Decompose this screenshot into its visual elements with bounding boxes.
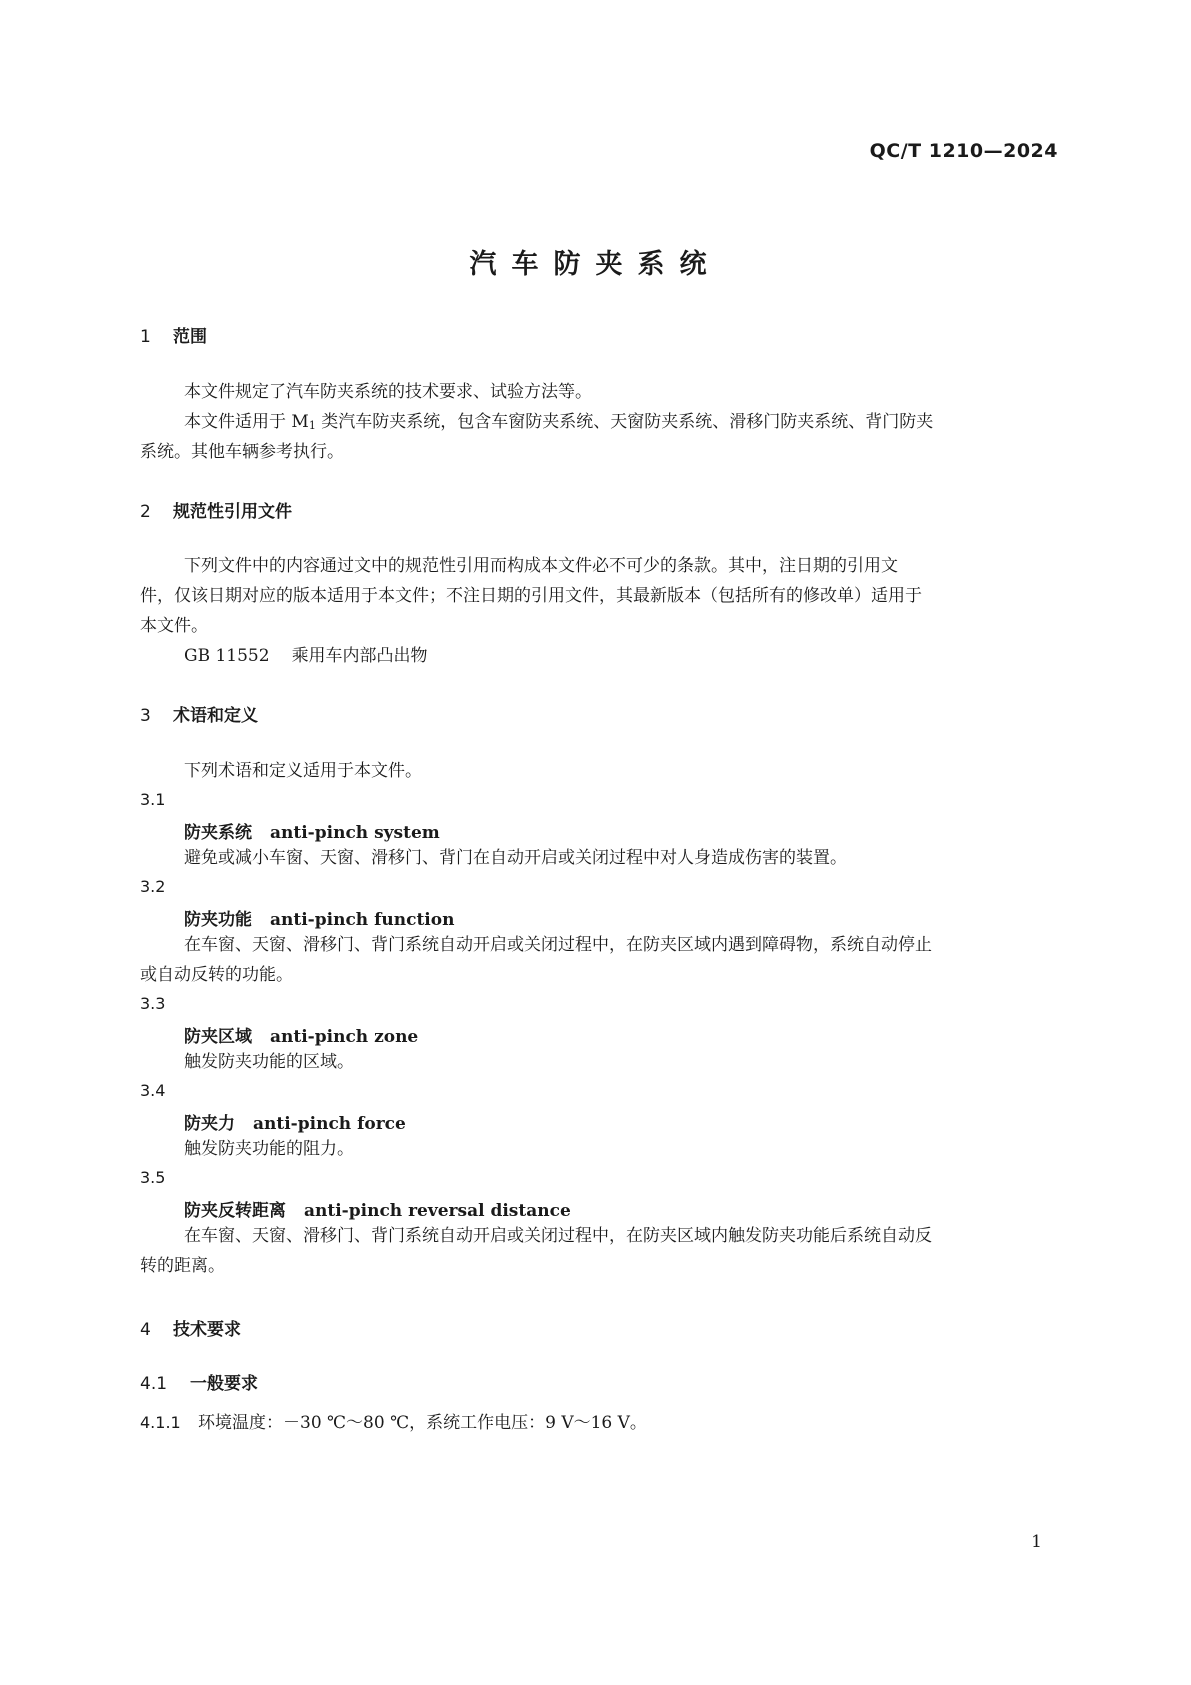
term-number: 3.3: [140, 994, 166, 1013]
reference-code: GB 11552: [184, 646, 270, 666]
term-number: 3.1: [140, 790, 166, 809]
term-name: [184, 905, 454, 930]
text: 本文件适用于 M: [184, 412, 309, 432]
section-number: 3: [140, 706, 151, 726]
term-zh: 防夹功能: [184, 910, 252, 930]
paragraph: 下列术语和定义适用于本文件。: [184, 761, 422, 781]
term-en: anti-pinch force: [253, 1114, 406, 1134]
term-number: 3.2: [140, 877, 166, 896]
paragraph: 本文件规定了汽车防夹系统的技术要求、试验方法等。: [184, 382, 592, 402]
section-number: 2: [140, 502, 151, 522]
term-definition: 在车窗、天窗、滑移门、背门系统自动开启或关闭过程中，在防夹区域内遇到障碍物，系统自动停止: [184, 935, 932, 955]
section-2-heading: [140, 497, 292, 522]
term-zh: 防夹力: [184, 1114, 235, 1134]
section-1-heading: [140, 322, 207, 347]
paragraph-continuation: 件，仅该日期对应的版本适用于本文件；不注日期的引用文件，其最新版本（包括所有的修改单）适用于: [140, 586, 922, 606]
term-en: anti-pinch system: [270, 823, 440, 843]
section-title: 技术要求: [173, 1320, 241, 1340]
term-en: anti-pinch reversal distance: [304, 1201, 571, 1221]
section-4-heading: [140, 1315, 241, 1340]
paragraph-continuation: 本文件。: [140, 616, 208, 636]
term-number: 3.5: [140, 1168, 166, 1187]
section-3-heading: [140, 701, 258, 726]
normative-reference: [184, 641, 428, 671]
term-definition: 在车窗、天窗、滑移门、背门系统自动开启或关闭过程中，在防夹区域内触发防夹功能后系统自动反: [184, 1226, 932, 1246]
document-title: 汽车防夹系统: [469, 249, 722, 280]
reference-title: 乘用车内部凸出物: [291, 646, 428, 666]
term-definition: 避免或减小车窗、天窗、滑移门、背门在自动开启或关闭过程中对人身造成伤害的装置。: [184, 848, 847, 868]
paragraph: 下列文件中的内容通过文中的规范性引用而构成本文件必不可少的条款。其中，注日期的引用文: [184, 556, 898, 576]
term-en: anti-pinch function: [270, 910, 455, 930]
term-name: [184, 1022, 418, 1047]
term-name: [184, 818, 440, 843]
section-title: 术语和定义: [173, 706, 258, 726]
term-definition: 触发防夹功能的区域。: [184, 1052, 354, 1072]
term-name: [184, 1196, 571, 1221]
term-number: 3.4: [140, 1081, 166, 1100]
standard-number: QC/T 1210—2024: [869, 140, 1058, 162]
term-name: [184, 1109, 406, 1134]
subsection-4-1-heading: [140, 1369, 258, 1394]
term-zh: 防夹区域: [184, 1027, 252, 1047]
clause-text: 环境温度：－30 ℃～80 ℃，系统工作电压：9 V～16 V。: [198, 1413, 647, 1433]
section-number: 1: [140, 327, 151, 347]
subscript: 1: [308, 419, 316, 432]
section-number: 4: [140, 1320, 151, 1340]
term-definition-continuation: 转的距离。: [140, 1256, 225, 1276]
term-definition-continuation: 或自动反转的功能。: [140, 965, 293, 985]
term-zh: 防夹系统: [184, 823, 252, 843]
paragraph-continuation: 系统。其他车辆参考执行。: [140, 442, 344, 462]
page-number: 1: [1031, 1532, 1042, 1552]
term-zh: 防夹反转距离: [184, 1201, 286, 1221]
section-title: 规范性引用文件: [173, 502, 292, 522]
clause-4-1-1: [140, 1408, 647, 1433]
section-title: 范围: [173, 327, 207, 347]
text: 类汽车防夹系统，包含车窗防夹系统、天窗防夹系统、滑移门防夹系统、背门防夹: [315, 412, 934, 432]
clause-number: 4.1.1: [140, 1413, 181, 1432]
paragraph: [184, 407, 933, 441]
subsection-number: 4.1: [140, 1374, 168, 1394]
term-definition: 触发防夹功能的阻力。: [184, 1139, 354, 1159]
term-en: anti-pinch zone: [270, 1027, 419, 1047]
subsection-title: 一般要求: [190, 1374, 258, 1394]
